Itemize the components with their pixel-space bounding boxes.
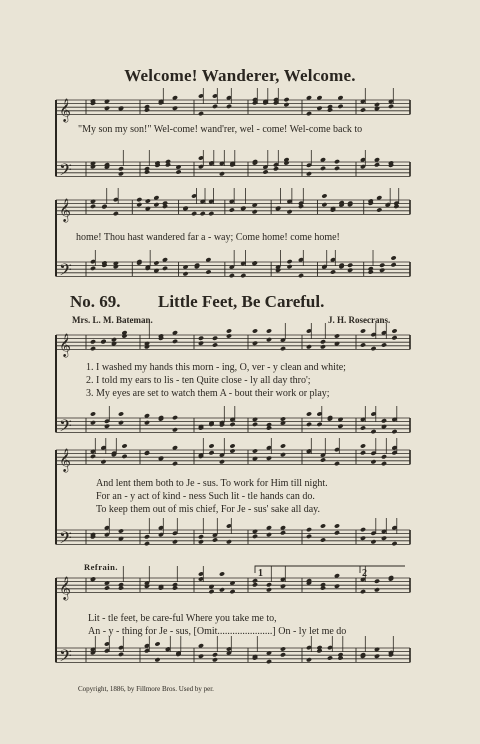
note-head: [370, 459, 376, 464]
note-head: [330, 269, 336, 274]
note-head: [118, 528, 124, 533]
note-head: [252, 448, 258, 453]
note-head: [90, 420, 96, 425]
note-head: [118, 411, 124, 416]
clef-icon: 𝄞: [59, 447, 71, 472]
note-head: [266, 456, 272, 461]
note-head: [381, 461, 387, 466]
note-head: [306, 534, 312, 539]
note-head: [280, 443, 286, 448]
refrain-line-1: Lit - tle feet, be care-ful Where you take me to,: [88, 613, 277, 624]
note-head: [374, 102, 380, 107]
note-head: [360, 342, 366, 347]
note-head: [136, 197, 142, 202]
note-head: [90, 204, 96, 209]
note-head: [118, 652, 124, 657]
note-head: [240, 206, 246, 211]
note-head: [172, 461, 178, 466]
note-head: [286, 259, 292, 264]
note-head: [360, 589, 366, 594]
note-head: [280, 452, 286, 457]
clef-icon: 𝄢: [59, 645, 72, 670]
note-head: [90, 266, 96, 271]
note-head: [162, 266, 168, 271]
note-head: [212, 537, 218, 542]
note-head: [90, 576, 96, 581]
note-head: [286, 264, 292, 269]
note-head: [306, 422, 312, 427]
note-head: [334, 333, 340, 338]
note-head: [226, 539, 232, 544]
note-head: [390, 255, 396, 260]
clef-icon: 𝄞: [59, 197, 71, 222]
note-head: [334, 584, 340, 589]
note-head: [334, 461, 340, 466]
verse-3-line-1: 3. My eyes are set to watch them A - bout their work or play;: [86, 388, 330, 399]
note-head: [316, 106, 322, 111]
refrain-line-2: An - y - thing for Je - sus, [Omit......................] On - ly let me do: [88, 626, 347, 637]
note-head: [212, 657, 218, 662]
note-head: [347, 263, 353, 268]
note-head: [136, 202, 142, 207]
note-head: [118, 106, 124, 111]
hymn-b-title: Little Feet, Be Careful.: [158, 292, 325, 311]
note-head: [104, 585, 110, 590]
note-head: [100, 459, 106, 464]
note-head: [145, 198, 151, 203]
verse-3-line-2: To keep them out of mis chief, For Je - sus' sake all day.: [96, 504, 321, 515]
note-head: [118, 166, 124, 171]
note-head: [391, 335, 397, 340]
note-head: [280, 584, 286, 589]
note-head: [90, 339, 96, 344]
note-head: [306, 657, 312, 662]
note-head: [191, 211, 197, 216]
note-head: [144, 450, 150, 455]
note-head: [229, 589, 235, 594]
note-head: [262, 169, 268, 174]
hymn-a-lyric-line-1: "My son my son!" Wel-come! wand'rer, wel - come! Wel-come back to: [78, 124, 363, 135]
note-head: [154, 657, 160, 662]
note-head: [376, 207, 382, 212]
note-head: [280, 416, 286, 421]
note-head: [370, 346, 376, 351]
note-head: [334, 159, 340, 164]
note-head: [320, 344, 326, 349]
note-head: [198, 111, 204, 116]
note-head: [200, 211, 206, 216]
clef-icon: 𝄢: [59, 415, 72, 440]
note-head: [226, 328, 232, 333]
note-head: [381, 454, 387, 459]
note-head: [158, 456, 164, 461]
note-head: [90, 346, 96, 351]
note-head: [90, 411, 96, 416]
note-head: [390, 262, 396, 267]
clef-icon: 𝄢: [59, 527, 72, 552]
note-head: [172, 339, 178, 344]
note-head: [219, 571, 225, 576]
note-head: [360, 107, 366, 112]
note-head: [327, 655, 333, 660]
note-head: [360, 450, 366, 455]
note-head: [283, 97, 289, 102]
first-ending-number: 1: [258, 568, 263, 579]
note-head: [280, 530, 286, 535]
note-head: [252, 422, 258, 427]
note-head: [266, 532, 272, 537]
note-head: [208, 211, 214, 216]
note-head: [320, 457, 326, 462]
clef-icon: 𝄢: [59, 159, 72, 184]
note-head: [280, 646, 286, 651]
note-head: [381, 536, 387, 541]
note-head: [111, 337, 117, 342]
note-head: [229, 207, 235, 212]
note-head: [306, 111, 312, 116]
note-head: [266, 328, 272, 333]
note-head: [172, 539, 178, 544]
note-head: [321, 193, 327, 198]
note-head: [374, 162, 380, 167]
note-head: [198, 654, 204, 659]
note-head: [90, 454, 96, 459]
note-head: [172, 106, 178, 111]
hymn-a-title: Welcome! Wanderer, Welcome.: [124, 66, 356, 85]
note-head: [212, 104, 218, 109]
note-head: [379, 263, 385, 268]
note-head: [306, 171, 312, 176]
note-head: [306, 527, 312, 532]
note-head: [280, 652, 286, 657]
clef-icon: 𝄢: [59, 259, 72, 284]
note-head: [229, 448, 235, 453]
clef-icon: 𝄞: [59, 575, 71, 600]
note-head: [337, 104, 343, 109]
note-head: [113, 211, 119, 216]
note-head: [100, 339, 106, 344]
note-head: [379, 268, 385, 273]
verse-2-line-1: 2. I told my ears to lis - ten Quite close - ly all day thro';: [86, 375, 311, 386]
note-head: [172, 415, 178, 420]
note-head: [154, 641, 160, 646]
note-head: [320, 166, 326, 171]
verse-1-line-2: And lent them both to Je - sus. To work for Him till night.: [96, 478, 328, 489]
note-head: [182, 206, 188, 211]
note-head: [370, 429, 376, 434]
note-head: [175, 169, 181, 174]
note-head: [347, 268, 353, 273]
note-head: [118, 420, 124, 425]
note-head: [252, 328, 258, 333]
note-head: [208, 450, 214, 455]
note-head: [320, 537, 326, 542]
note-head: [360, 527, 366, 532]
note-head: [306, 344, 312, 349]
note-head: [266, 659, 272, 664]
clef-icon: 𝄞: [59, 97, 71, 122]
note-head: [320, 339, 326, 344]
note-head: [198, 539, 204, 544]
note-head: [391, 429, 397, 434]
note-head: [252, 209, 258, 214]
note-head: [370, 539, 376, 544]
note-head: [320, 523, 326, 528]
note-head: [298, 273, 304, 278]
note-head: [374, 587, 380, 592]
note-head: [212, 336, 218, 341]
note-head: [391, 328, 397, 333]
note-head: [153, 260, 159, 265]
note-head: [360, 536, 366, 541]
note-head: [275, 206, 281, 211]
note-head: [374, 654, 380, 659]
note-head: [381, 342, 387, 347]
note-head: [252, 582, 258, 587]
note-head: [229, 273, 235, 278]
note-head: [121, 454, 127, 459]
note-head: [212, 342, 218, 347]
note-head: [252, 534, 258, 539]
second-ending-number: 2: [362, 568, 367, 579]
note-head: [252, 341, 258, 346]
hymn-number: No. 69.: [70, 292, 121, 311]
note-head: [144, 541, 150, 546]
note-head: [219, 171, 225, 176]
note-head: [306, 411, 312, 416]
note-head: [280, 346, 286, 351]
note-head: [316, 422, 322, 427]
note-head: [374, 579, 380, 584]
clef-icon: 𝄞: [59, 332, 71, 357]
verse-1-line-1: 1. I washed my hands this morn - ing, O, ver - y clean and white;: [86, 362, 346, 373]
note-head: [153, 202, 159, 207]
note-head: [208, 589, 214, 594]
verse-2-line-2: For an - y act of kind - ness Such lit - tle hands can do.: [96, 491, 315, 502]
note-head: [144, 534, 150, 539]
note-head: [182, 271, 188, 276]
note-head: [104, 106, 110, 111]
note-head: [229, 422, 235, 427]
note-head: [266, 582, 272, 587]
copyright-notice: Copyright, 1886, by Fillmore Bros. Used by per.: [78, 685, 214, 693]
note-head: [252, 260, 258, 265]
note-head: [388, 104, 394, 109]
note-head: [198, 336, 204, 341]
note-head: [208, 443, 214, 448]
note-head: [360, 328, 366, 333]
first-ending-bracket: [255, 566, 360, 573]
note-head: [360, 443, 366, 448]
note-head: [101, 204, 107, 209]
note-head: [334, 530, 340, 535]
note-head: [104, 424, 110, 429]
note-head: [212, 652, 218, 657]
note-head: [337, 424, 343, 429]
note-head: [321, 202, 327, 207]
note-head: [172, 427, 178, 432]
refrain-label: Refrain.: [84, 562, 118, 572]
note-head: [381, 418, 387, 423]
note-head: [266, 337, 272, 342]
note-head: [334, 523, 340, 528]
note-head: [198, 341, 204, 346]
note-head: [118, 171, 124, 176]
note-head: [286, 209, 292, 214]
note-head: [226, 333, 232, 338]
note-head: [391, 541, 397, 546]
author-credit: Mrs. L. M. Bateman.: [72, 315, 153, 325]
composer-credit: J. H. Rosecrans.: [328, 315, 391, 325]
note-head: [283, 102, 289, 107]
note-head: [266, 587, 272, 592]
note-head: [273, 166, 279, 171]
note-head: [205, 269, 211, 274]
note-head: [219, 587, 225, 592]
note-head: [334, 166, 340, 171]
note-head: [360, 425, 366, 430]
note-head: [240, 273, 246, 278]
note-head: [198, 534, 204, 539]
hymn-a-lyric-line-2: home! Thou hast wandered far a - way; Come home! come home!: [76, 232, 340, 243]
note-head: [229, 443, 235, 448]
note-head: [226, 104, 232, 109]
note-head: [121, 443, 127, 448]
note-head: [219, 459, 225, 464]
note-head: [144, 420, 150, 425]
